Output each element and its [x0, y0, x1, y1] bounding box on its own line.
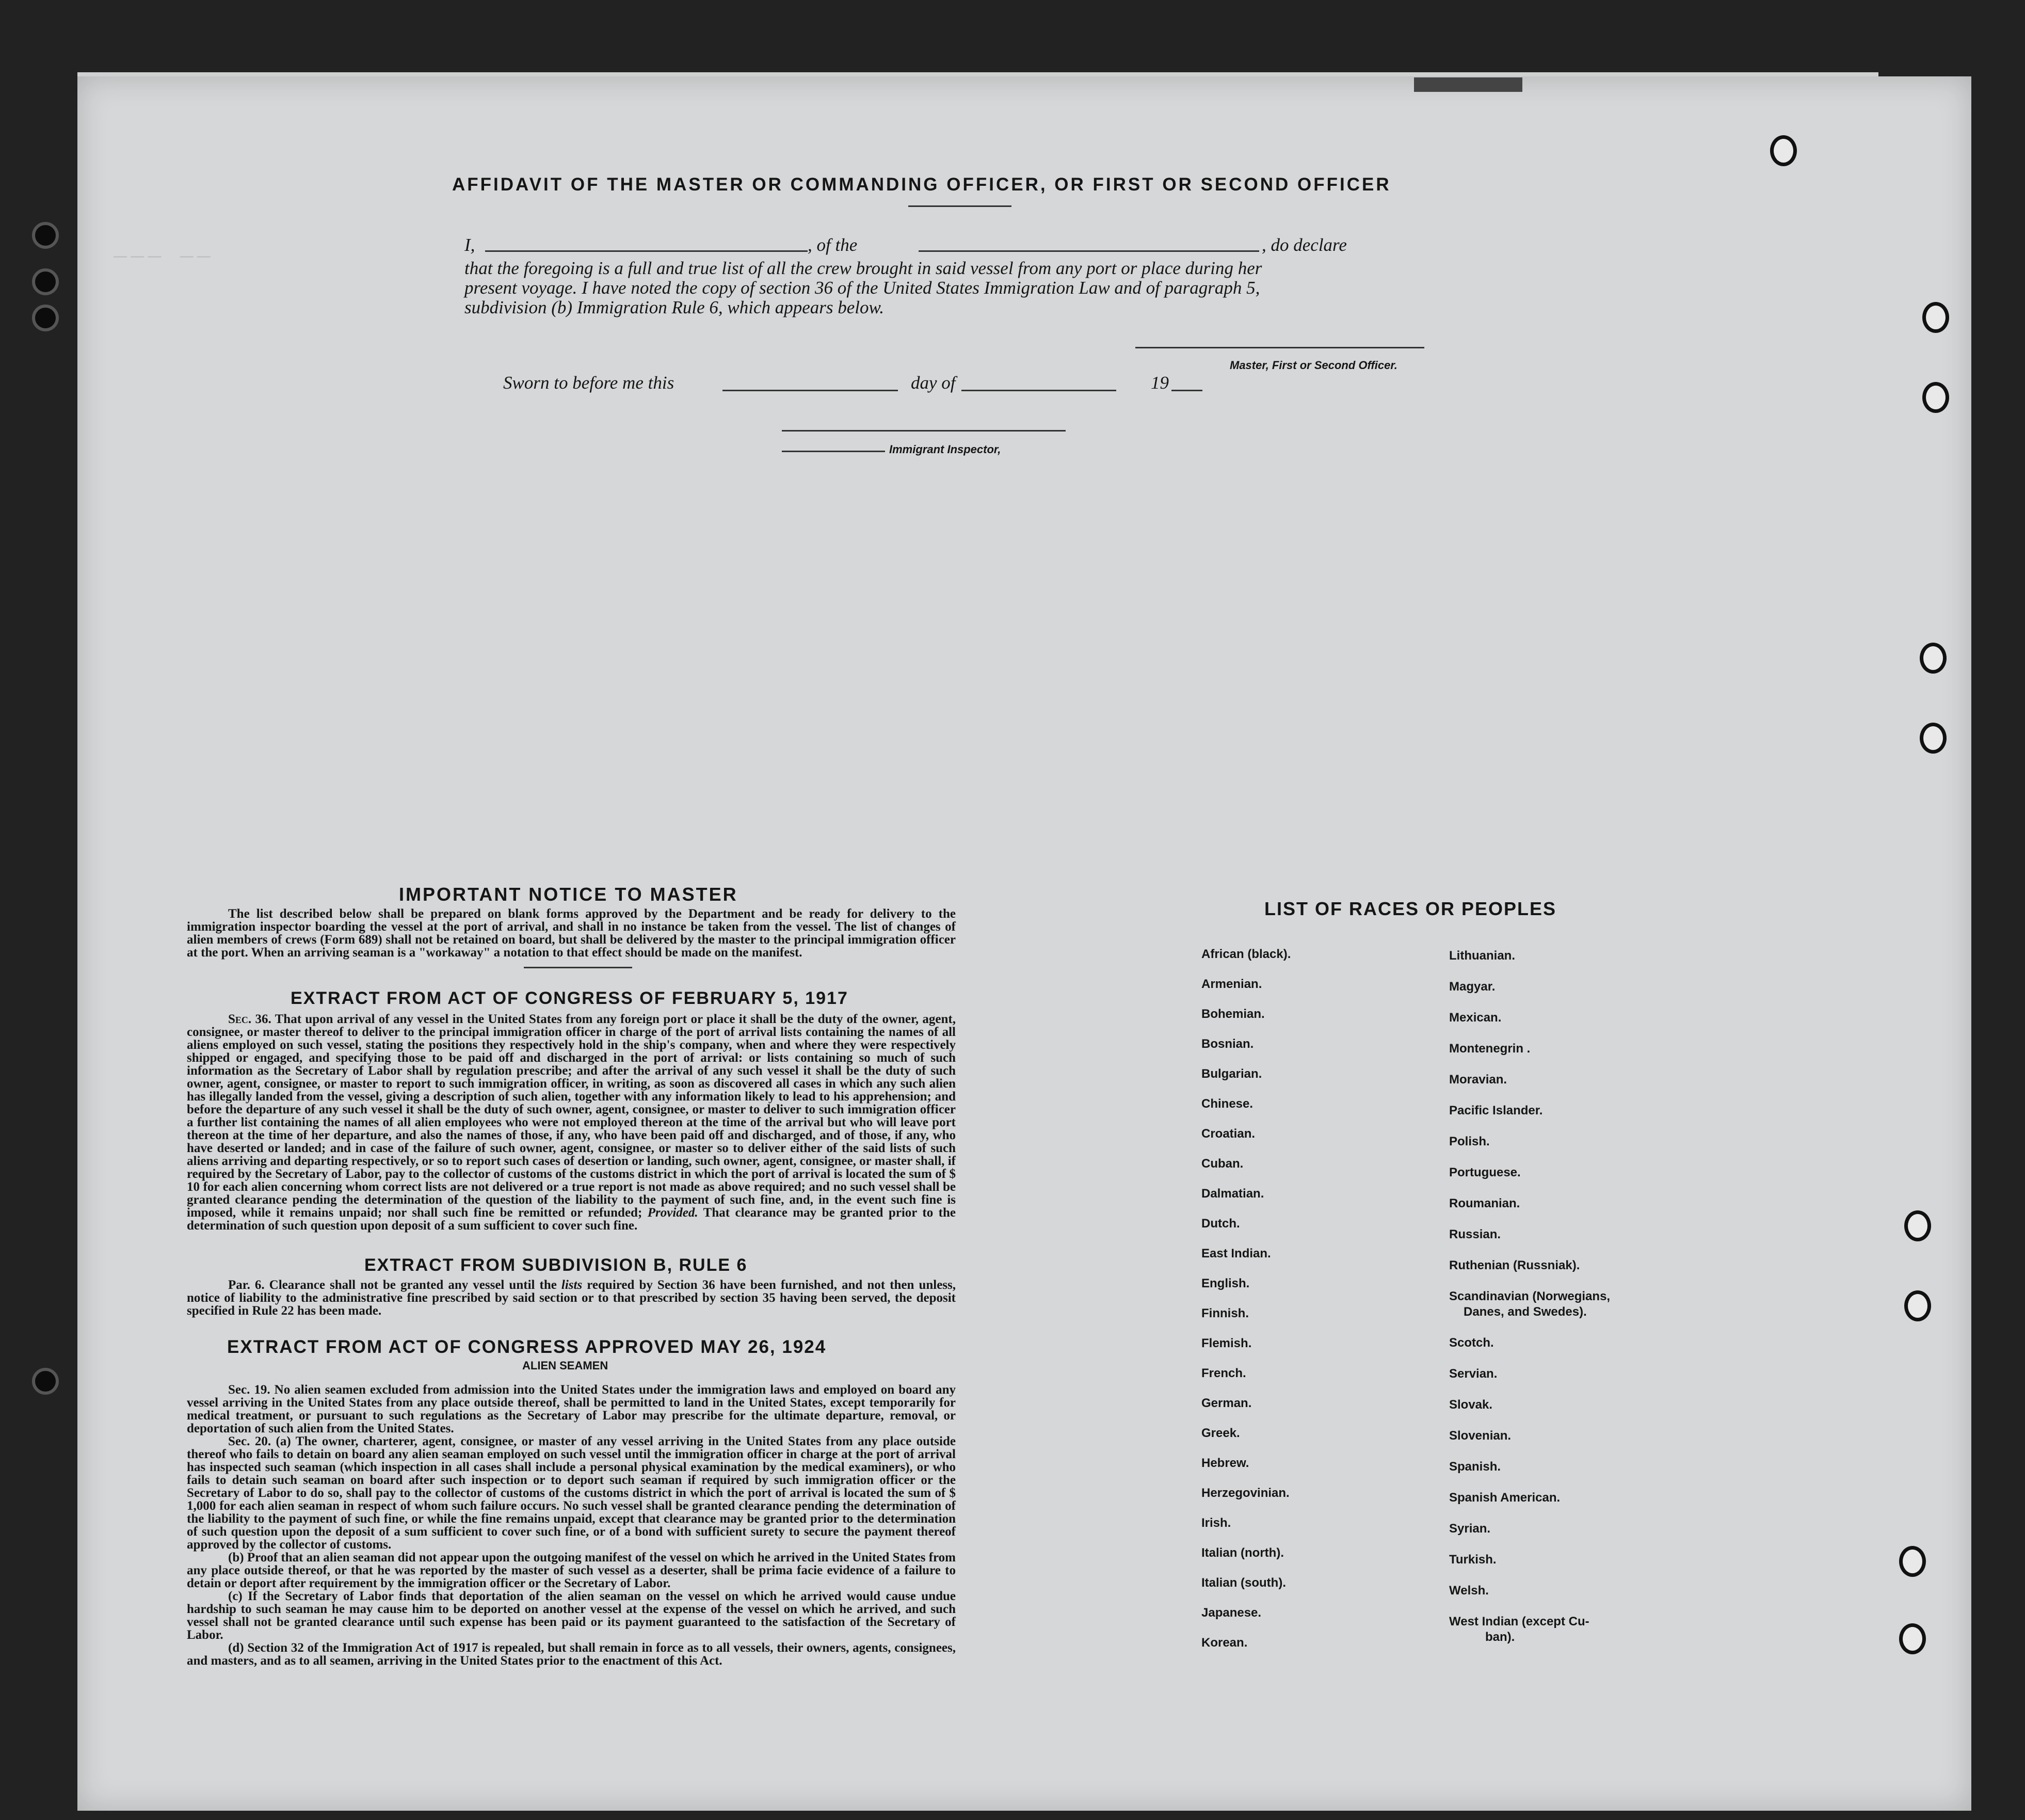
- notice-rule: [524, 967, 632, 968]
- race-item: Roumanian.: [1449, 1196, 1520, 1210]
- binder-hole-right-6: [1904, 1210, 1931, 1241]
- race-item: Magyar.: [1449, 980, 1496, 994]
- sec36-provided: Provided.: [647, 1206, 698, 1220]
- race-item: Bulgarian.: [1201, 1067, 1262, 1081]
- binder-hole-left-4: [32, 1368, 59, 1395]
- race-item: Dalmatian.: [1201, 1187, 1264, 1201]
- binder-hole-right-1: [1770, 135, 1797, 166]
- affidavit-line2: that the foregoing is a full and true list of all the crew brought in said vessel from any port or place during her: [464, 258, 1262, 278]
- race-item: Turkish.: [1449, 1553, 1497, 1567]
- race-item: Polish.: [1449, 1135, 1490, 1148]
- sworn-year-field[interactable]: [1171, 390, 1202, 391]
- race-item: Scotch.: [1449, 1336, 1494, 1350]
- race-item: Italian (north).: [1201, 1546, 1284, 1560]
- day-of-label: day of: [911, 373, 956, 393]
- race-item: Ruthenian (Russniak).: [1449, 1258, 1580, 1272]
- binder-hole-left-2: [32, 268, 59, 295]
- affidavit-of-the: , of the: [808, 235, 858, 255]
- race-item: Greek.: [1201, 1426, 1240, 1440]
- bleed-through-ghost: — — — — —: [114, 248, 211, 263]
- race-item: Lithuanian.: [1449, 949, 1515, 963]
- races-title: LIST OF RACES OR PEOPLES: [1264, 898, 1557, 919]
- race-item: Scandinavian (Norwegians,: [1449, 1289, 1611, 1303]
- race-item: Mexican.: [1449, 1011, 1502, 1025]
- rule6-a: Par. 6. Clearance shall not be granted any vessel until the: [228, 1278, 557, 1292]
- subdivisionB-title: EXTRACT FROM SUBDIVISION B, RULE 6: [364, 1255, 748, 1275]
- sec36-label: Sec. 36.: [228, 1012, 271, 1026]
- race-item: Pacific Islander.: [1449, 1104, 1543, 1117]
- binder-hole-right-5: [1920, 723, 1947, 754]
- race-item: Montenegrin .: [1449, 1042, 1531, 1056]
- race-item: Slovenian.: [1449, 1429, 1512, 1443]
- race-item: Welsh.: [1449, 1584, 1489, 1598]
- race-item: Italian (south).: [1201, 1576, 1286, 1590]
- binder-hole-left-1: [32, 222, 59, 249]
- extract1917-text: [187, 1013, 956, 1232]
- race-item: African (black).: [1201, 947, 1291, 961]
- affidavit-title-rule: [908, 205, 1011, 207]
- race-item: Hebrew.: [1201, 1456, 1249, 1470]
- sec19: Sec. 19. No alien seamen excluded from admission into the United States under the immigration laws and employed on board any vessel arriving in the United States from any place outside thereof, shall be permitted to land in the United States, except temporarily for medical treatment, or pursuant to such regulations as the Secretary of Labor may prescribe for the ultimate departure, removal, or deportation of such alien from the United States.: [187, 1383, 956, 1435]
- race-item: West Indian (except Cu-: [1449, 1615, 1589, 1629]
- year-prefix: 19: [1151, 373, 1169, 393]
- affidavit-i: I,: [464, 235, 475, 255]
- inspector-label: Immigrant Inspector,: [889, 443, 1001, 456]
- notice-text: The list described below shall be prepared on blank forms approved by the Department and be ready for delivery to the immigration inspector boarding the vessel at the port of arrival, and shall in no instance be taken from the vessel. The list of changes of alien members of crews (Form 689) shall not be retained on board, but shall be delivered by the master to the principal immigration officer at the port. When an arriving seaman is a "workaway" a notation to that effect should be made on the manifest.: [187, 907, 956, 960]
- race-item: Portuguese.: [1449, 1166, 1521, 1179]
- race-item: Moravian.: [1449, 1073, 1507, 1087]
- race-item: Spanish.: [1449, 1460, 1501, 1474]
- race-item: Chinese.: [1201, 1097, 1253, 1111]
- sworn-line: [503, 373, 1226, 393]
- race-item: Flemish.: [1201, 1336, 1252, 1350]
- extract1924-title: EXTRACT FROM ACT OF CONGRESS APPROVED MAY 26, 1924: [227, 1337, 827, 1357]
- signature-label: Master, First or Second Officer.: [1230, 359, 1397, 372]
- race-item: Danes, and Swedes).: [1464, 1305, 1587, 1319]
- race-item: English.: [1201, 1276, 1250, 1290]
- race-item: ban).: [1485, 1630, 1515, 1644]
- binder-hole-right-2: [1922, 302, 1949, 333]
- binder-hole-right-8: [1899, 1546, 1926, 1577]
- sec20d: (d) Section 32 of the Immigration Act of 1917 is repealed, but shall remain in force as to all vessels, their owners, agents, consignees, and masters, and as to all seamen, arriving in the United States prior to the enactment of this Act.: [187, 1641, 956, 1668]
- race-item: Syrian.: [1449, 1522, 1491, 1536]
- race-item: Spanish American.: [1449, 1491, 1561, 1505]
- race-item: French.: [1201, 1366, 1246, 1380]
- race-item: German.: [1201, 1396, 1252, 1410]
- extract1924-subtitle: ALIEN SEAMEN: [522, 1359, 608, 1372]
- inspector-field-2: [782, 451, 885, 452]
- race-item: Irish.: [1201, 1516, 1231, 1530]
- sec36-body: That upon arrival of any vessel in the United States from any foreign port or place it shall be the duty of the owner, agent, consignee, or master thereof to deliver to the principal immigration officer in charge of the port of arrival lists containing the names of all aliens employed on such vessel, stating the positions they respectively hold in the ship's company, when and where they were respectively shipped or engaged, and specifying those to be paid off and discharged in the port of arrival: or lists containing so much of such information as the Secretary of Labor shall by regulation prescribe; and after the arrival of any such vessel it shall be the duty of such owner, agent, consignee, or master to report to such immigration officer, in writing, as soon as discovered all cases in which any such alien has illegally landed from the vessel, giving a description of such alien, together with any information likely to lead to his apprehension; and before the departure of any such vessel it shall be the duty of such owner, agent, consignee, or master to deliver to such immigration officer a further list containing the names of all alien employees who were not employed thereon at the time of the arrival but who will leave port thereon at the time of her departure, and also the names of those, if any, who have been paid off and discharged, and of those, if any, who have deserted or landed; and in case of the failure of such owner, agent, consignee, or master so to deliver either of the said lists of such aliens arriving and departing respectively, or so to report such cases of desertion or landing, such owner, agent, consignee, or master shall, if required by the Secretary of Labor, pay to the collector of customs of the customs district in which the port of arrival is located the sum of $ 10 for each alien concerning whom correct lists are not delivered or a true report is not made as above required; and no such vessel shall be granted clearance pending the determination of the question of the liability to the payment of such fine, and, in the event such fine is imposed, while it remains unpaid; nor shall such fine be remitted or refunded;: [187, 1012, 956, 1220]
- sworn-label: Sworn to before me this: [503, 373, 674, 393]
- binder-hole-right-4: [1920, 643, 1947, 674]
- rule6-lists: lists: [561, 1278, 583, 1292]
- sec36-end: That clearance may be granted prior to the determination of such question upon deposit of a sum sufficient to cover such fine.: [187, 1206, 956, 1233]
- race-item: Russian.: [1449, 1227, 1501, 1241]
- binder-hole-right-3: [1922, 382, 1949, 413]
- subdivisionB-text: [187, 1279, 956, 1317]
- race-item: Armenian.: [1201, 977, 1262, 991]
- sworn-day-field[interactable]: [722, 390, 898, 391]
- affidavit-declare: , do declare: [1262, 235, 1347, 255]
- affidavit-title: AFFIDAVIT OF THE MASTER OR COMMANDING OFFICER, OR FIRST OR SECOND OFFICER: [452, 174, 1391, 195]
- inspector-field[interactable]: [782, 430, 1066, 432]
- vessel-name-field[interactable]: [919, 250, 1259, 252]
- rule6-b: required by Section 36 have been furnished, and not then unless, notice of liability to the administrative fine prescribed by said section or to that prescribed by section 35 having been served, the deposit specified in Rule 22 has been made.: [187, 1278, 956, 1318]
- race-item: Slovak.: [1449, 1398, 1493, 1412]
- race-item: Cuban.: [1201, 1157, 1244, 1171]
- race-item: Servian.: [1449, 1367, 1498, 1381]
- binder-hole-left-3: [32, 305, 59, 331]
- affidavit-line3: present voyage. I have noted the copy of section 36 of the United States Immigration Law and of paragraph 5,: [464, 278, 1260, 298]
- race-item: Croatian.: [1201, 1127, 1256, 1141]
- race-item: Bohemian.: [1201, 1007, 1265, 1021]
- race-item: Korean.: [1201, 1636, 1248, 1650]
- race-item: Bosnian.: [1201, 1037, 1254, 1051]
- sec20b: (b) Proof that an alien seaman did not appear upon the outgoing manifest of the vessel on which he arrived in the United States from any place outside thereof, or that he was reported by the master of such vessel as a deserter, shall be prima facie evidence of a failure to detain or deport after requirement by the immigration officer or the Secretary of Labor.: [187, 1551, 956, 1590]
- notice-title: IMPORTANT NOTICE TO MASTER: [399, 884, 738, 905]
- signature-field[interactable]: [1135, 347, 1424, 348]
- race-item: Herzegovinian.: [1201, 1486, 1290, 1500]
- race-item: East Indian.: [1201, 1247, 1271, 1260]
- master-name-field[interactable]: [485, 250, 808, 252]
- binder-hole-right-7: [1904, 1290, 1931, 1321]
- sheet-tab: [1414, 77, 1522, 92]
- extract1924-text: [187, 1383, 956, 1667]
- extract1917-title: EXTRACT FROM ACT OF CONGRESS OF FEBRUARY 5, 1917: [291, 988, 848, 1008]
- sec20a: Sec. 20. (a) The owner, charterer, agent, consignee, or master of any vessel arriving in the United States from any place outside thereof who fails to detain on board any alien seaman employed on such vessel until the immigration officer in charge at the port of arrival has inspected such seaman (which inspection in all cases shall include a personal physical examination by the medical examiners), or who fails to detain such seaman on board after such inspection or to deport such seaman if required by such immigration officer or the Secretary of Labor to do so, shall pay to the collector of customs of the customs district in which the port of arrival is located the sum of $ 1,000 for each alien seaman in respect of whom such failure occurs. No such vessel shall be granted clearance pending the determination of the liability to the payment of such fine, or while the fine remains unpaid, except that clearance may be granted prior to the determination of such question upon the deposit of a sum sufficient to cover such fine, or of a bond with sufficient surety to secure the payment thereof approved by the collector of customs.: [187, 1434, 956, 1552]
- race-item: Japanese.: [1201, 1606, 1262, 1620]
- sec20c: (c) If the Secretary of Labor finds that deportation of the alien seaman on the vessel on which he arrived would cause undue hardship to such seaman he may cause him to be deported on another vessel at the expense of the vessel on which he arrived, and such vessel shall not be granted clearance until such expense has been paid or its payment guaranteed to the satisfaction of the Secretary of Labor.: [187, 1589, 956, 1642]
- affidavit-line1: [464, 235, 1424, 256]
- sworn-month-field[interactable]: [961, 390, 1116, 391]
- race-item: Finnish.: [1201, 1306, 1249, 1320]
- binder-hole-right-9: [1899, 1623, 1926, 1654]
- affidavit-line4: subdivision (b) Immigration Rule 6, which appears below.: [464, 297, 885, 317]
- race-item: Dutch.: [1201, 1217, 1240, 1231]
